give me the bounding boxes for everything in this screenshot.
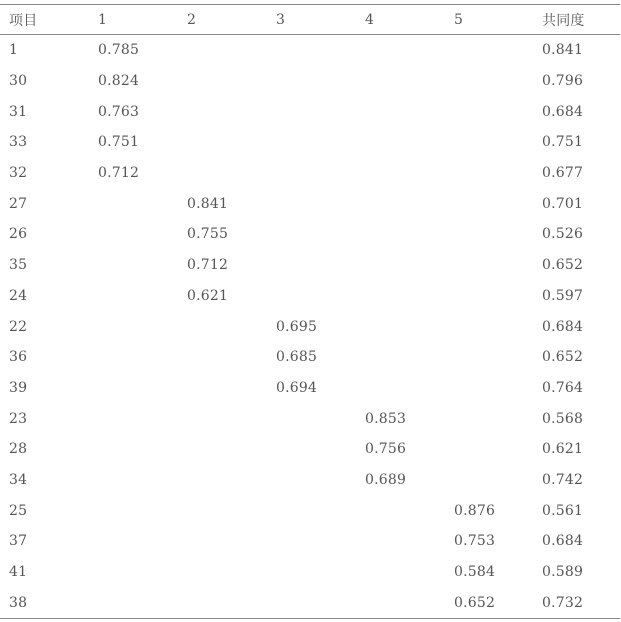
factor-2-cell — [178, 403, 267, 434]
item-cell: 27 — [9, 195, 28, 212]
factor-1-cell — [89, 281, 178, 312]
factor-2-cell — [178, 35, 267, 66]
factor-2-cell — [178, 587, 267, 618]
header-cell-factor-3: 3 — [276, 11, 286, 28]
communality-cell: 0.621 — [542, 441, 584, 458]
header-cell-factor-1: 1 — [98, 11, 108, 28]
item-cell: 37 — [9, 533, 28, 550]
factor-5-cell: 0.753 — [454, 533, 496, 550]
communality-cell: 0.652 — [542, 257, 584, 274]
communality-cell: 0.732 — [542, 594, 584, 611]
table-row — [0, 66, 620, 97]
factor-1-cell — [89, 250, 178, 281]
factor-4-cell: 0.853 — [365, 410, 407, 427]
factor-3-cell — [267, 96, 356, 127]
header-cell-item: 项目 — [9, 12, 38, 29]
item-cell: 25 — [9, 502, 28, 519]
factor-2-cell — [178, 495, 267, 526]
factor-1-cell — [89, 311, 178, 342]
factor-4-cell — [356, 281, 445, 312]
communality-cell: 0.597 — [542, 287, 584, 304]
factor-1-cell — [89, 342, 178, 373]
factor-5-cell — [445, 66, 533, 97]
factor-1-cell — [89, 434, 178, 465]
communality-cell: 0.684 — [542, 103, 584, 120]
factor-4-cell: 0.756 — [365, 441, 407, 458]
table-row — [0, 250, 620, 281]
factor-loading-table — [0, 4, 620, 619]
table-row — [0, 127, 620, 158]
factor-2-cell — [178, 373, 267, 404]
factor-5-cell — [445, 403, 533, 434]
factor-1-cell — [89, 403, 178, 434]
factor-2-cell — [178, 158, 267, 189]
factor-5-cell — [445, 219, 533, 250]
factor-4-cell — [356, 250, 445, 281]
factor-2-cell — [178, 526, 267, 557]
item-cell: 28 — [9, 441, 28, 458]
factor-5-cell — [445, 35, 533, 66]
header-cell-communality: 共同度 — [542, 12, 585, 29]
factor-4-cell — [356, 127, 445, 158]
item-cell: 35 — [9, 257, 28, 274]
item-cell: 22 — [9, 318, 28, 335]
factor-2-cell: 0.755 — [187, 226, 229, 243]
table-row — [0, 96, 620, 127]
factor-3-cell — [267, 35, 356, 66]
factor-4-cell — [356, 35, 445, 66]
factor-5-cell — [445, 281, 533, 312]
factor-3-cell — [267, 250, 356, 281]
table-header — [0, 5, 620, 35]
item-cell: 24 — [9, 287, 28, 304]
communality-cell: 0.652 — [542, 349, 584, 366]
factor-5-cell — [445, 373, 533, 404]
factor-2-cell — [178, 465, 267, 496]
factor-2-cell: 0.841 — [187, 195, 229, 212]
factor-3-cell: 0.685 — [276, 349, 318, 366]
table-row — [0, 281, 620, 312]
item-cell: 31 — [9, 103, 28, 120]
item-cell: 30 — [9, 73, 28, 90]
factor-4-cell — [356, 557, 445, 588]
table-row — [0, 373, 620, 404]
factor-5-cell: 0.876 — [454, 502, 496, 519]
factor-2-cell — [178, 66, 267, 97]
factor-2-cell: 0.621 — [187, 287, 229, 304]
factor-1-cell — [89, 557, 178, 588]
factor-5-cell — [445, 311, 533, 342]
factor-4-cell — [356, 158, 445, 189]
table-row — [0, 557, 620, 588]
factor-1-cell — [89, 373, 178, 404]
item-cell: 1 — [9, 42, 19, 59]
communality-cell: 0.589 — [542, 564, 584, 581]
table-row — [0, 434, 620, 465]
factor-1-cell: 0.751 — [98, 134, 140, 151]
factor-5-cell — [445, 188, 533, 219]
factor-4-cell — [356, 495, 445, 526]
communality-cell: 0.701 — [542, 195, 584, 212]
item-cell: 23 — [9, 410, 28, 427]
communality-cell: 0.841 — [542, 42, 584, 59]
factor-3-cell — [267, 127, 356, 158]
communality-cell: 0.684 — [542, 533, 584, 550]
table-row — [0, 311, 620, 342]
factor-4-cell: 0.689 — [365, 471, 407, 488]
item-cell: 41 — [9, 564, 28, 581]
communality-cell: 0.684 — [542, 318, 584, 335]
communality-cell: 0.751 — [542, 134, 584, 151]
factor-4-cell — [356, 373, 445, 404]
factor-5-cell — [445, 465, 533, 496]
factor-3-cell — [267, 465, 356, 496]
item-cell: 33 — [9, 134, 28, 151]
communality-cell: 0.764 — [542, 379, 584, 396]
factor-1-cell — [89, 495, 178, 526]
factor-1-cell — [89, 188, 178, 219]
factor-5-cell — [445, 158, 533, 189]
item-cell: 32 — [9, 165, 28, 182]
factor-1-cell — [89, 219, 178, 250]
factor-3-cell — [267, 495, 356, 526]
header-cell-factor-4: 4 — [365, 11, 375, 28]
factor-4-cell — [356, 96, 445, 127]
table-row — [0, 188, 620, 219]
table-row — [0, 403, 620, 434]
factor-4-cell — [356, 587, 445, 618]
factor-1-cell — [89, 526, 178, 557]
factor-4-cell — [356, 219, 445, 250]
factor-1-cell — [89, 587, 178, 618]
header-cell-factor-2: 2 — [187, 11, 197, 28]
factor-3-cell — [267, 557, 356, 588]
factor-2-cell — [178, 434, 267, 465]
factor-1-cell: 0.824 — [98, 73, 140, 90]
factor-3-cell — [267, 219, 356, 250]
factor-4-cell — [356, 342, 445, 373]
communality-cell: 0.677 — [542, 165, 584, 182]
factor-5-cell — [445, 96, 533, 127]
factor-2-cell — [178, 342, 267, 373]
table-row — [0, 342, 620, 373]
communality-cell: 0.526 — [542, 226, 584, 243]
communality-cell: 0.568 — [542, 410, 584, 427]
factor-3-cell — [267, 587, 356, 618]
communality-cell: 0.742 — [542, 471, 584, 488]
factor-2-cell — [178, 311, 267, 342]
factor-3-cell — [267, 66, 356, 97]
factor-2-cell: 0.712 — [187, 257, 229, 274]
factor-3-cell — [267, 403, 356, 434]
header-row — [0, 5, 620, 35]
factor-3-cell — [267, 281, 356, 312]
item-cell: 36 — [9, 349, 28, 366]
factor-5-cell — [445, 250, 533, 281]
factor-4-cell — [356, 526, 445, 557]
factor-2-cell — [178, 127, 267, 158]
factor-5-cell — [445, 434, 533, 465]
factor-1-cell: 0.763 — [98, 103, 140, 120]
factor-5-cell: 0.584 — [454, 564, 496, 581]
factor-4-cell — [356, 66, 445, 97]
factor-1-cell: 0.785 — [98, 42, 140, 59]
factor-3-cell — [267, 434, 356, 465]
item-cell: 38 — [9, 594, 28, 611]
item-cell: 26 — [9, 226, 28, 243]
factor-2-cell — [178, 557, 267, 588]
table-body — [0, 35, 620, 619]
factor-1-cell — [89, 465, 178, 496]
factor-3-cell — [267, 526, 356, 557]
table-row — [0, 158, 620, 189]
communality-cell: 0.796 — [542, 73, 584, 90]
table-row — [0, 587, 620, 618]
table-row — [0, 35, 620, 66]
communality-cell: 0.561 — [542, 502, 584, 519]
header-cell-factor-5: 5 — [454, 11, 464, 28]
table-row — [0, 526, 620, 557]
factor-4-cell — [356, 188, 445, 219]
factor-3-cell — [267, 158, 356, 189]
factor-5-cell — [445, 127, 533, 158]
item-cell: 34 — [9, 471, 28, 488]
factor-3-cell: 0.694 — [276, 379, 318, 396]
factor-5-cell — [445, 342, 533, 373]
factor-1-cell: 0.712 — [98, 165, 140, 182]
factor-4-cell — [356, 311, 445, 342]
table-row — [0, 219, 620, 250]
factor-5-cell: 0.652 — [454, 594, 496, 611]
table-row — [0, 465, 620, 496]
factor-3-cell: 0.695 — [276, 318, 318, 335]
factor-loading-table-container — [0, 4, 620, 619]
item-cell: 39 — [9, 379, 28, 396]
factor-2-cell — [178, 96, 267, 127]
factor-3-cell — [267, 188, 356, 219]
table-row — [0, 495, 620, 526]
